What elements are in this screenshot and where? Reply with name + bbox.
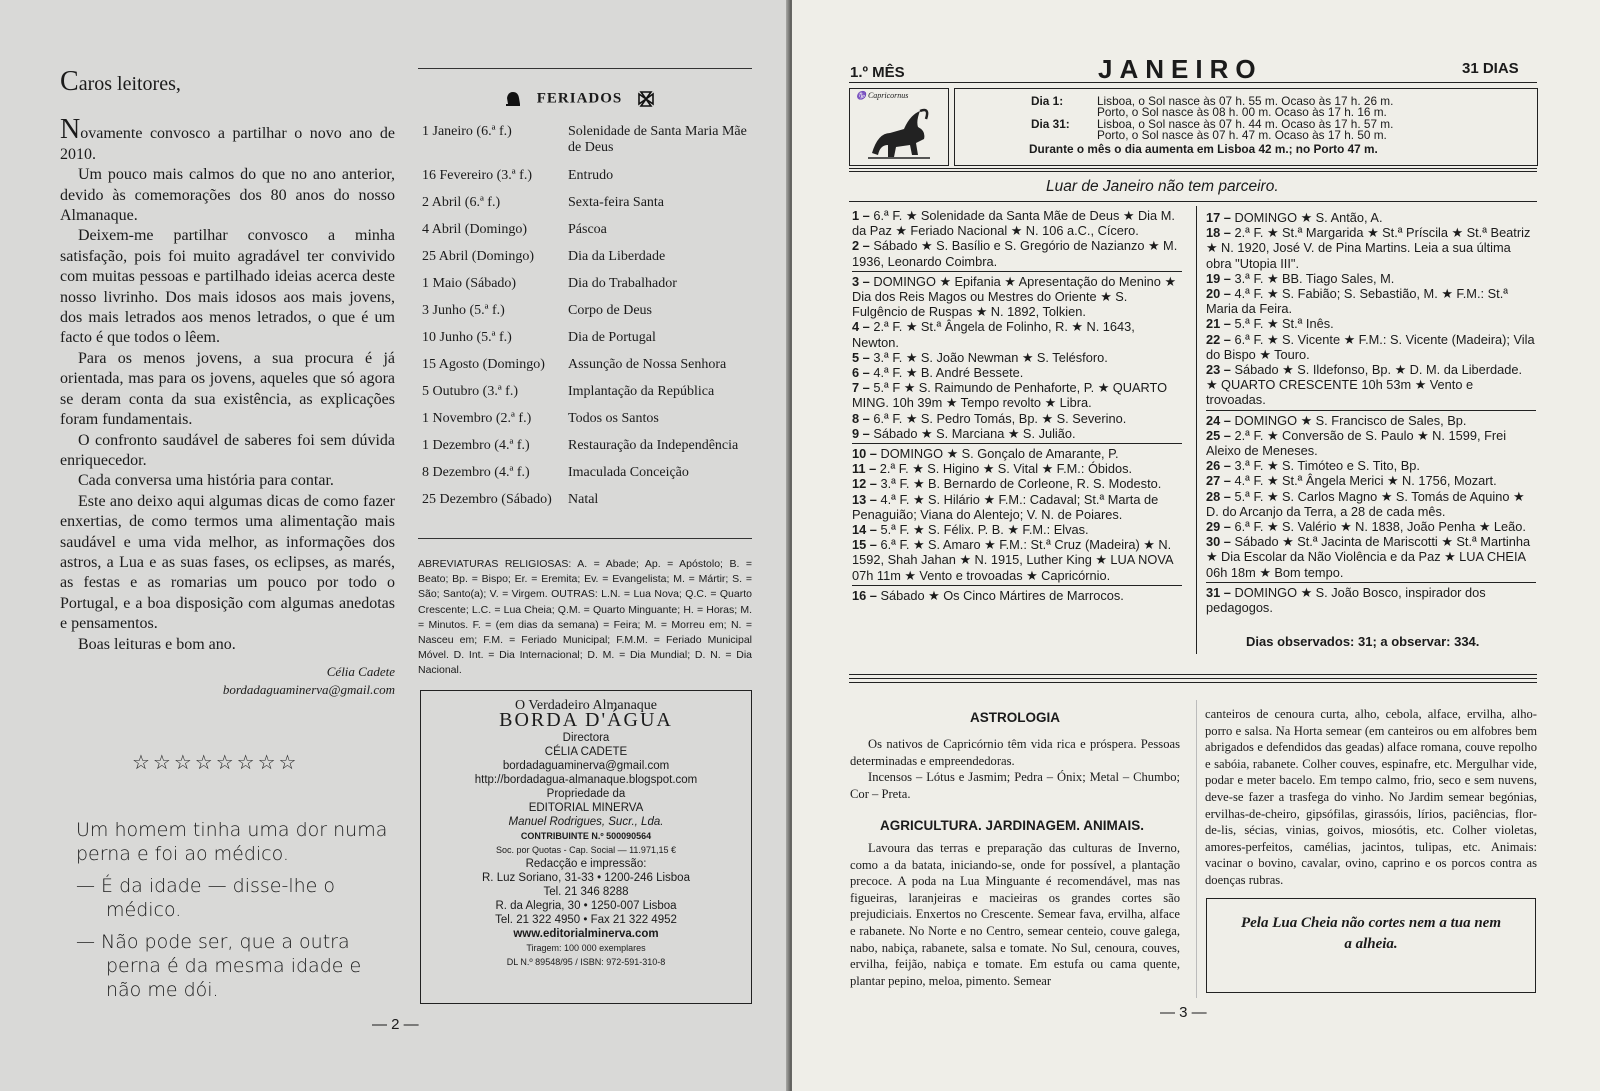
sun-line: Lisboa, o Sol nasce às 07 h. 44 m. Ocaso às 17 h. 57 m. [1097, 117, 1394, 131]
calendar-day-entry [1206, 473, 1536, 488]
calendar-day-number: 7 – [852, 380, 870, 396]
feriado-date: 1 Novembro (2.ª f.) [422, 411, 532, 426]
calendar-day-number: 9 – [852, 425, 870, 441]
calendar-day-number: 14 – [852, 522, 877, 538]
feriados-title: FERIADOS [536, 90, 623, 107]
calendar-day-text: 3.ª F. ★ BB. Tiago Sales, M. [1234, 270, 1395, 286]
calendar-day-number: 31 – [1206, 584, 1231, 600]
calendar-day-entry [852, 271, 1182, 320]
feriado-name: Entrudo [568, 168, 614, 183]
calendar-day-number: 3 – [852, 273, 870, 289]
sunrise-sunset-box [954, 88, 1538, 166]
zodiac-label: ♑ Capricornus [856, 91, 909, 100]
calendar-day-text: 6.ª F. ★ S. Vicente ★ F.M.: S. Vicente (Madeira); Vila do Bispo ★ Touro. [1206, 331, 1535, 362]
letter-paragraph: Cada conversa uma história para contar. [78, 472, 334, 490]
calendar-day-entry [852, 380, 1182, 410]
feriado-row [422, 384, 762, 411]
feriado-date: 25 Abril (Domingo) [422, 249, 534, 264]
calendar-day-entry [1206, 362, 1536, 408]
letter-paragraph: Este ano deixo aqui algumas dicas de como fazer enxertias, de como termos uma alimentação mais saudável e uma vida melhor, as informações dos astros, a Lua e as suas fases, os eclipses, as marés, as festas e as romarias um pouco por todo o Portugal, e a boa disposição com algumas anedotas e pensamentos. [60, 492, 395, 633]
signature-email[interactable]: bordadaguaminerva@gmail.com [222, 681, 395, 697]
masthead-text: Soc. por Quotas - Cap. Social — 11.971,15 € [496, 845, 676, 855]
feriado-name: Implantação da República [568, 384, 715, 399]
month-title: JANEIRO [1098, 54, 1263, 84]
agriculture-text: Lavoura das terras e preparação das culturas de Inverno, como a da batata, iniciando-se, onde for possível, a plantação precoce. A poda na Lua Minguante é recomendável, mas nas figueiras, laranjeiras e macieiras os grandes cortes são prejudiciais. Enxertos no Crescente. Semear fava, ervilha, alface e rabanete. No Norte e no Centro, semear centeio, couve galega, nabo, nabiça, rabanete, salsa e tomate. No Sul, cenoura, couves, ervilha, feijão, nabiça e tomate. Em estufa ou cama quente, plantar pepino, meloa, pimento. Semear [850, 841, 1180, 988]
feriados-header [504, 90, 655, 108]
masthead-text: Redacção e impressão: [525, 858, 647, 870]
feriado-row [422, 249, 762, 276]
masthead-text: Manuel Rodrigues, Sucr., Lda. [508, 816, 664, 828]
calendar-day-text: 4.ª F. ★ S. Fabião; S. Sebastião, M. ★ F.M.: St.ª Maria da Feira. [1206, 286, 1509, 317]
feriado-row [422, 465, 762, 492]
zodiac-box [849, 88, 949, 166]
abbreviations-legend: ABREVIATURAS RELIGIOSAS: A. = Abade; Ap. = Apóstolo; B. = Beato; Bp. = Bispo; Er. = Eremita; Ev. = Evangelista; M. = Mártir; S. = São; Santo(a); V. = Virgem. OUTRAS: L.N. = Lua Nova; Q.C. = Quarto Crescente; L.C. = Lua Cheia; Q.M. = Quarto Minguante; H. = Horas; M. = Minutos. F. = (em dias da semana) = Feira; M. = Morreu em; N. = Nasceu em; F.M. = Feriado Municipal; F.M.M. = Feriado Municipal Móvel. D. Int. = Dia Internacional; D. M. = Dia Mundial; D. N. = Dia Nacional. [418, 558, 752, 677]
calendar-day-number: 6 – [852, 365, 870, 381]
calendar-day-number: 16 – [852, 587, 877, 603]
calendar-day-entry [1206, 534, 1536, 580]
calendar-day-text: 3.ª F. ★ B. Bernardo de Corleone, R. S. Modesto. [880, 476, 1162, 492]
sun-line: Porto, o Sol nasce às 07 h. 47 m. Ocaso às 17 h. 50 m. [1097, 128, 1387, 142]
feriado-row [422, 276, 762, 303]
masthead-text: Tel. 21 322 4950 • Fax 21 322 4952 [495, 914, 677, 926]
month-ordinal: 1.º MÊS [850, 64, 905, 81]
calendar-day-number: 28 – [1206, 488, 1231, 504]
feriado-row [422, 222, 762, 249]
calendar-day-entry [1206, 332, 1536, 362]
masthead-text: Tel. 21 346 8288 [543, 886, 629, 898]
feriados-table [422, 124, 762, 519]
masthead-blog-link[interactable]: http://bordadagua-almanaque.blogspot.com [474, 774, 698, 786]
sun-line: Lisboa, o Sol nasce às 07 h. 55 m. Ocaso às 17 h. 26 m. [1097, 94, 1394, 108]
capricorn-goat-icon [864, 103, 934, 161]
masthead-text: Tiragem: 100 000 exemplares [526, 943, 646, 953]
editor-letter [60, 66, 395, 699]
full-moon-saying: Pela Lua Cheia não cortes nem a tua nem a alheia. [1240, 915, 1501, 952]
masthead-text: EDITORIAL MINERVA [528, 802, 644, 814]
calendar-day-number: 29 – [1206, 519, 1231, 535]
masthead-text: DL N.º 89548/95 / ISBN: 972-591-310-8 [506, 957, 666, 967]
astrologia-paragraph: Incensos – Lótus e Jasmim; Pedra – Ónix; Metal – Chumbo; Cor – Preta. [850, 770, 1180, 801]
letter-paragraph: Novamente convosco a partilhar o novo ano de 2010. [60, 114, 395, 163]
divider [849, 201, 1537, 202]
page-number-right: — 3 — [1160, 1004, 1207, 1021]
calendar-day-entry [852, 238, 1182, 268]
calendar-day-text: 5.ª F. ★ S. Félix. P. B. ★ F.M.: Elvas. [880, 522, 1089, 538]
calendar-day-text: DOMINGO ★ S. Antão, A. [1234, 210, 1383, 225]
calendar-day-number: 12 – [852, 476, 877, 492]
sun-day-label: Dia 31: [1031, 117, 1070, 131]
feriado-row [422, 303, 762, 330]
calendar-day-number: 8 – [852, 410, 870, 426]
feriado-date: 10 Junho (5.ª f.) [422, 330, 512, 345]
calendar-day-number: 2 – [852, 238, 870, 254]
masthead-title: BORDA D'ÁGUA [499, 709, 673, 731]
calendar-day-number: 24 – [1206, 412, 1231, 428]
feriado-date: 2 Abril (6.ª f.) [422, 195, 501, 210]
feriado-row [422, 330, 762, 357]
feriado-date: 25 Dezembro (Sábado) [422, 492, 552, 507]
calendar-day-number: 27 – [1206, 473, 1231, 489]
masthead-email[interactable]: bordadaguaminerva@gmail.com [502, 760, 670, 772]
calendar-day-entry [852, 537, 1182, 583]
feriado-date: 1 Dezembro (4.ª f.) [422, 438, 530, 453]
calendar-day-text: 5.ª F. ★ St.ª Inês. [1234, 316, 1334, 332]
feriado-row [422, 168, 762, 195]
letter-paragraph: O confronto saudável de saberes foi sem dúvida enriquecedor. [60, 431, 395, 469]
full-moon-saying-box [1206, 898, 1536, 993]
calendar-day-text: Sábado ★ S. Basílio e S. Gregório de Nazianzo ★ M. 1936, Leonardo Coimbra. [852, 238, 1178, 269]
calendar-day-number: 22 – [1206, 331, 1231, 347]
calendar-day-entry [1206, 410, 1536, 428]
calendar-day-number: 4 – [852, 319, 870, 335]
letter-paragraph: Deixem-me partilhar convosco a minha satisfação, pois foi muito agradável ter convivido com muitas pessoas e partilhado ideias acerca deste nosso livrinho. Dos mais idosos aos mais jovens, dos mais letrados aos menos letrados, o que é um facto é que todos o lêem. [60, 227, 395, 347]
joke-line: — Não pode ser, que a outra perna é da mesma idade e não me dói. [76, 931, 362, 1001]
calendar-day-number: 18 – [1206, 225, 1231, 241]
calendar-day-number: 26 – [1206, 458, 1231, 474]
calendar-day-number: 19 – [1206, 270, 1231, 286]
feriado-name: Dia da Liberdade [568, 249, 666, 264]
feriado-row [422, 357, 762, 384]
calendar-day-text: 2.ª F. ★ Conversão de S. Paulo ★ N. 1599, Frei Aleixo de Meneses. [1206, 427, 1507, 459]
maltese-cross-icon [637, 90, 655, 108]
feriado-name: Todos os Santos [568, 411, 659, 426]
divider [418, 538, 752, 539]
feriado-row [422, 438, 762, 465]
feriado-date: 1 Janeiro (6.ª f.) [422, 124, 512, 139]
letter-signature: Célia Cadete bordadaguaminerva@gmail.com [60, 663, 395, 699]
calendar-day-number: 13 – [852, 491, 877, 507]
feriado-row [422, 411, 762, 438]
column-divider [1196, 206, 1197, 654]
column-divider [1196, 700, 1197, 998]
calendar-day-entry [1206, 286, 1536, 316]
calendar-day-number: 30 – [1206, 534, 1231, 550]
calendar-day-text: 5.ª F. ★ S. Carlos Magno ★ S. Tomás de Aquino ★ D. do Arcanjo da Terra, a 28 de cada mês. [1206, 488, 1525, 519]
calendar-day-number: 21 – [1206, 316, 1231, 332]
masthead-text: CONTRIBUINTE N.º 500090564 [520, 831, 652, 841]
calendar-day-entry [852, 426, 1182, 441]
calendar-day-text: 4.ª F. ★ St.ª Ângela Merici ★ N. 1756, Mozart. [1234, 473, 1497, 489]
calendar-day-entry [852, 365, 1182, 380]
astrologia-paragraph: Os nativos de Capricórnio têm vida rica e próspera. Pessoas determinadas e empreendedoras. [850, 737, 1180, 768]
calendar-day-text: 2.ª F. ★ St.ª Margarida ★ St.ª Príscila ★ St.ª Beatriz ★ N. 1920, José V. de Pina Martins. Leia a sua última obra "Utopia III". [1206, 225, 1531, 271]
sun-line: Porto, o Sol nasce às 08 h. 00 m. Ocaso às 17 h. 16 m. [1097, 105, 1387, 119]
divider [849, 82, 1537, 83]
masthead-text: CÉLIA CADETE [544, 746, 628, 758]
letter-paragraph: Para os menos jovens, a sua procura é já orientada, mas para os jovens, aqueles que só agora se deram conta da sua existência, as explicações foram fundamentais. [60, 349, 395, 429]
feriado-row [422, 195, 762, 222]
masthead-text: Directora [562, 732, 610, 744]
feriado-row [422, 124, 762, 168]
bell-icon [504, 90, 522, 108]
divider [849, 674, 1537, 675]
calendar-day-entry [1206, 519, 1536, 534]
calendar-day-entry [1206, 489, 1536, 519]
calendar-day-text: 2.ª F. ★ S. Higino ★ S. Vital ★ F.M.: Óbidos. [879, 461, 1133, 477]
calendar-day-text: DOMINGO ★ S. Francisco de Sales, Bp. [1234, 412, 1467, 428]
sun-summary: Durante o mês o dia aumenta em Lisboa 42 m.; no Porto 47 m. [1029, 142, 1378, 156]
calendar-day-text: DOMINGO ★ S. João Bosco, inspirador dos pedagogos. [1206, 584, 1486, 616]
calendar-day-entry [852, 443, 1182, 461]
calendar-day-entry [852, 461, 1182, 476]
feriado-name: Páscoa [568, 222, 607, 237]
feriado-name: Solenidade de Santa Maria Mãe de Deus [568, 124, 747, 155]
star-divider: ☆☆☆☆☆☆☆☆ [132, 752, 300, 774]
agriculture-text-continued: canteiros de cenoura curta, alho, cebola, alface, ervilha, alho-porro e salsa. Na Horta semear (em canteiros ou em alfobres bem abrigados e defendidos das geadas) alface romana, couve repolho e sabóia, rabanete. Colher couves, espinafre, etc. Mergulhar vide, podar e meter bacelo. Em tempo calmo, frio, seco e sem nuvens, deve-se fazer a trasfega do vinho. No Jardim semear begónias, ervilhas-de-cheiro, gipsófilas, girassóis, lírios, paciências, flor-de-lis, sécias, vinias, goivos, miosótis, etc. Colher violetas, amores-perfeitos, camélias, jacintos, tulipas, etc. Animais: vacinar o bovino, cavalar, ovino, caprino e os porcos contra as doenças rubras. [1205, 707, 1537, 887]
calendar-day-text: 5.ª F ★ S. Raimundo de Penhaforte, P. ★ QUARTO MING. 10h 39m ★ Tempo revolto ★ Libra. [852, 380, 1168, 411]
astrologia-title: ASTROLOGIA [970, 710, 1060, 725]
masthead-website-link[interactable]: www.editorialminerva.com [513, 928, 659, 940]
divider [418, 68, 752, 69]
calendar-day-text: 6.ª F. ★ S. Pedro Tomás, Bp. ★ S. Severino. [873, 410, 1127, 426]
calendar-day-entry [1206, 225, 1536, 271]
letter-paragraph: Um pouco mais calmos do que no ano anterior, devido às comemorações dos 80 anos do nosso Almanaque. [60, 166, 395, 225]
masthead-subtitle: O Verdadeiro Almanaque [514, 698, 658, 713]
feriado-date: 5 Outubro (3.ª f.) [422, 384, 519, 399]
calendar-day-number: 20 – [1206, 286, 1231, 302]
feriado-name: Assunção de Nossa Senhora [568, 357, 727, 372]
calendar-day-entry [1206, 271, 1536, 286]
observed-days: Dias observados: 31; a observar: 334. [1246, 634, 1480, 649]
calendar-day-number: 23 – [1206, 362, 1231, 378]
calendar-day-entry [852, 350, 1182, 365]
calendar-day-text: 4.ª F. ★ S. Hilário ★ F.M.: Cadaval; St.ª Marta de Penaguião; Viana do Alentejo; V. N. de Poiares. [852, 491, 1159, 522]
calendar-day-text: Sábado ★ S. Ildefonso, Bp. ★ D. M. da Liberdade. ★ QUARTO CRESCENTE 10h 53m ★ Vento e trovoadas. [1206, 362, 1523, 408]
calendar-day-entry [1206, 458, 1536, 473]
feriado-name: Sexta-feira Santa [568, 195, 665, 210]
calendar-day-text: 6.ª F. ★ Solenidade da Santa Mãe de Deus ★ Dia M. da Paz ★ Feriado Nacional ★ N. 106 a.C., Cícero. [852, 208, 1175, 239]
calendar-day-text: 3.ª F. ★ S. Timóteo e S. Tito, Bp. [1234, 458, 1420, 474]
divider [849, 678, 1537, 679]
joke-line: Um homem tinha uma dor numa perna e foi ao médico. [76, 819, 388, 865]
calendar-day-text: DOMINGO ★ Epifania ★ Apresentação do Menino ★ Dia dos Reis Magos ou Mestres do Oriente ★ S. Fulgêncio de Ruspas ★ N. 1892, Tolkien. [852, 273, 1176, 320]
calendar-day-number: 11 – [852, 461, 877, 477]
joke-line: — É da idade — disse-lhe o médico. [76, 875, 335, 921]
feriado-date: 1 Maio (Sábado) [422, 276, 517, 291]
calendar-day-entry [852, 476, 1182, 491]
calendar-day-entry [852, 522, 1182, 537]
feriado-name: Imaculada Conceição [568, 465, 689, 480]
calendar-day-text: 3.ª F. ★ S. João Newman ★ S. Telésforo. [873, 349, 1108, 365]
letter-paragraph: Boas leituras e bom ano. [78, 635, 236, 653]
calendar-day-entry [1206, 316, 1536, 331]
masthead-text: Propriedade da [546, 788, 626, 800]
calendar-day-text: 2.ª F. ★ St.ª Ângela de Folinho, R. ★ N. 1643, Newton. [852, 319, 1135, 350]
feriado-date: 15 Agosto (Domingo) [422, 357, 545, 372]
masthead-box [420, 690, 752, 1004]
calendar-day-entry [852, 319, 1182, 349]
calendar-days-17-31 [1206, 210, 1536, 615]
page-number-left: — 2 — [372, 1016, 419, 1033]
calendar-day-entry [852, 411, 1182, 426]
divider [849, 682, 1537, 683]
calendar-day-number: 25 – [1206, 427, 1231, 443]
letter-greeting: Caros leitores, [60, 66, 181, 97]
astrologia-text [850, 736, 1180, 802]
calendar-days-1-16 [852, 208, 1182, 603]
calendar-day-number: 1 – [852, 208, 870, 223]
calendar-day-entry [1206, 428, 1536, 458]
calendar-day-entry [1206, 210, 1536, 225]
calendar-day-text: 6.ª F. ★ S. Valério ★ N. 1838, João Penha ★ Leão. [1234, 519, 1526, 535]
calendar-day-entry [852, 585, 1182, 603]
calendar-day-number: 10 – [852, 446, 877, 462]
feriado-name: Dia de Portugal [568, 330, 656, 345]
calendar-day-entry [1206, 582, 1536, 615]
feriado-row [422, 492, 762, 519]
calendar-day-entry [852, 208, 1182, 238]
calendar-day-text: 6.ª F. ★ S. Amaro ★ F.M.: St.ª Cruz (Madeira) ★ N. 1592, Shah Jahan ★ N. 1915, Luther King ★ LUA NOVA 07h 11m ★ Vento e trovoadas ★ Capricórnio. [852, 537, 1173, 583]
calendar-day-text: Sábado ★ Os Cinco Mártires de Marrocos. [880, 587, 1124, 603]
agriculture-title: AGRICULTURA. JARDINAGEM. ANIMAIS. [880, 818, 1144, 833]
feriado-date: 8 Dezembro (4.ª f.) [422, 465, 530, 480]
calendar-day-number: 15 – [852, 537, 877, 553]
month-motto: Luar de Janeiro não tem parceiro. [1046, 178, 1279, 195]
masthead-text: R. da Alegria, 30 • 1250-007 Lisboa [495, 900, 677, 912]
calendar-day-number: 17 – [1206, 210, 1231, 225]
calendar-day-text: Sábado ★ St.ª Jacinta de Mariscotti ★ St.ª Martinha ★ Dia Escolar da Não Violência e da Paz ★ LUA CHEIA 06h 18m ★ Bom tempo. [1206, 534, 1531, 580]
feriado-name: Natal [568, 492, 599, 507]
masthead-text: R. Luz Soriano, 31-33 • 1200-246 Lisboa [482, 872, 690, 884]
feriado-name: Dia do Trabalhador [568, 276, 677, 291]
divider [849, 171, 1537, 172]
sun-day-label: Dia 1: [1031, 94, 1064, 108]
calendar-day-entry [852, 492, 1182, 522]
month-days: 31 DIAS [1462, 60, 1519, 77]
calendar-day-text: DOMINGO ★ S. Gonçalo de Amarante, P. [880, 446, 1119, 462]
feriado-name: Restauração da Independência [568, 438, 739, 453]
calendar-day-number: 5 – [852, 349, 870, 365]
feriado-date: 3 Junho (5.ª f.) [422, 303, 505, 318]
feriado-date: 16 Fevereiro (3.ª f.) [422, 168, 532, 183]
feriado-name: Corpo de Deus [568, 303, 652, 318]
joke [76, 818, 396, 1010]
feriado-date: 4 Abril (Domingo) [422, 222, 527, 237]
divider [849, 168, 1537, 169]
calendar-day-text: Sábado ★ S. Marciana ★ S. Julião. [873, 425, 1076, 441]
calendar-day-text: 4.ª F. ★ B. André Bessete. [873, 365, 1024, 381]
